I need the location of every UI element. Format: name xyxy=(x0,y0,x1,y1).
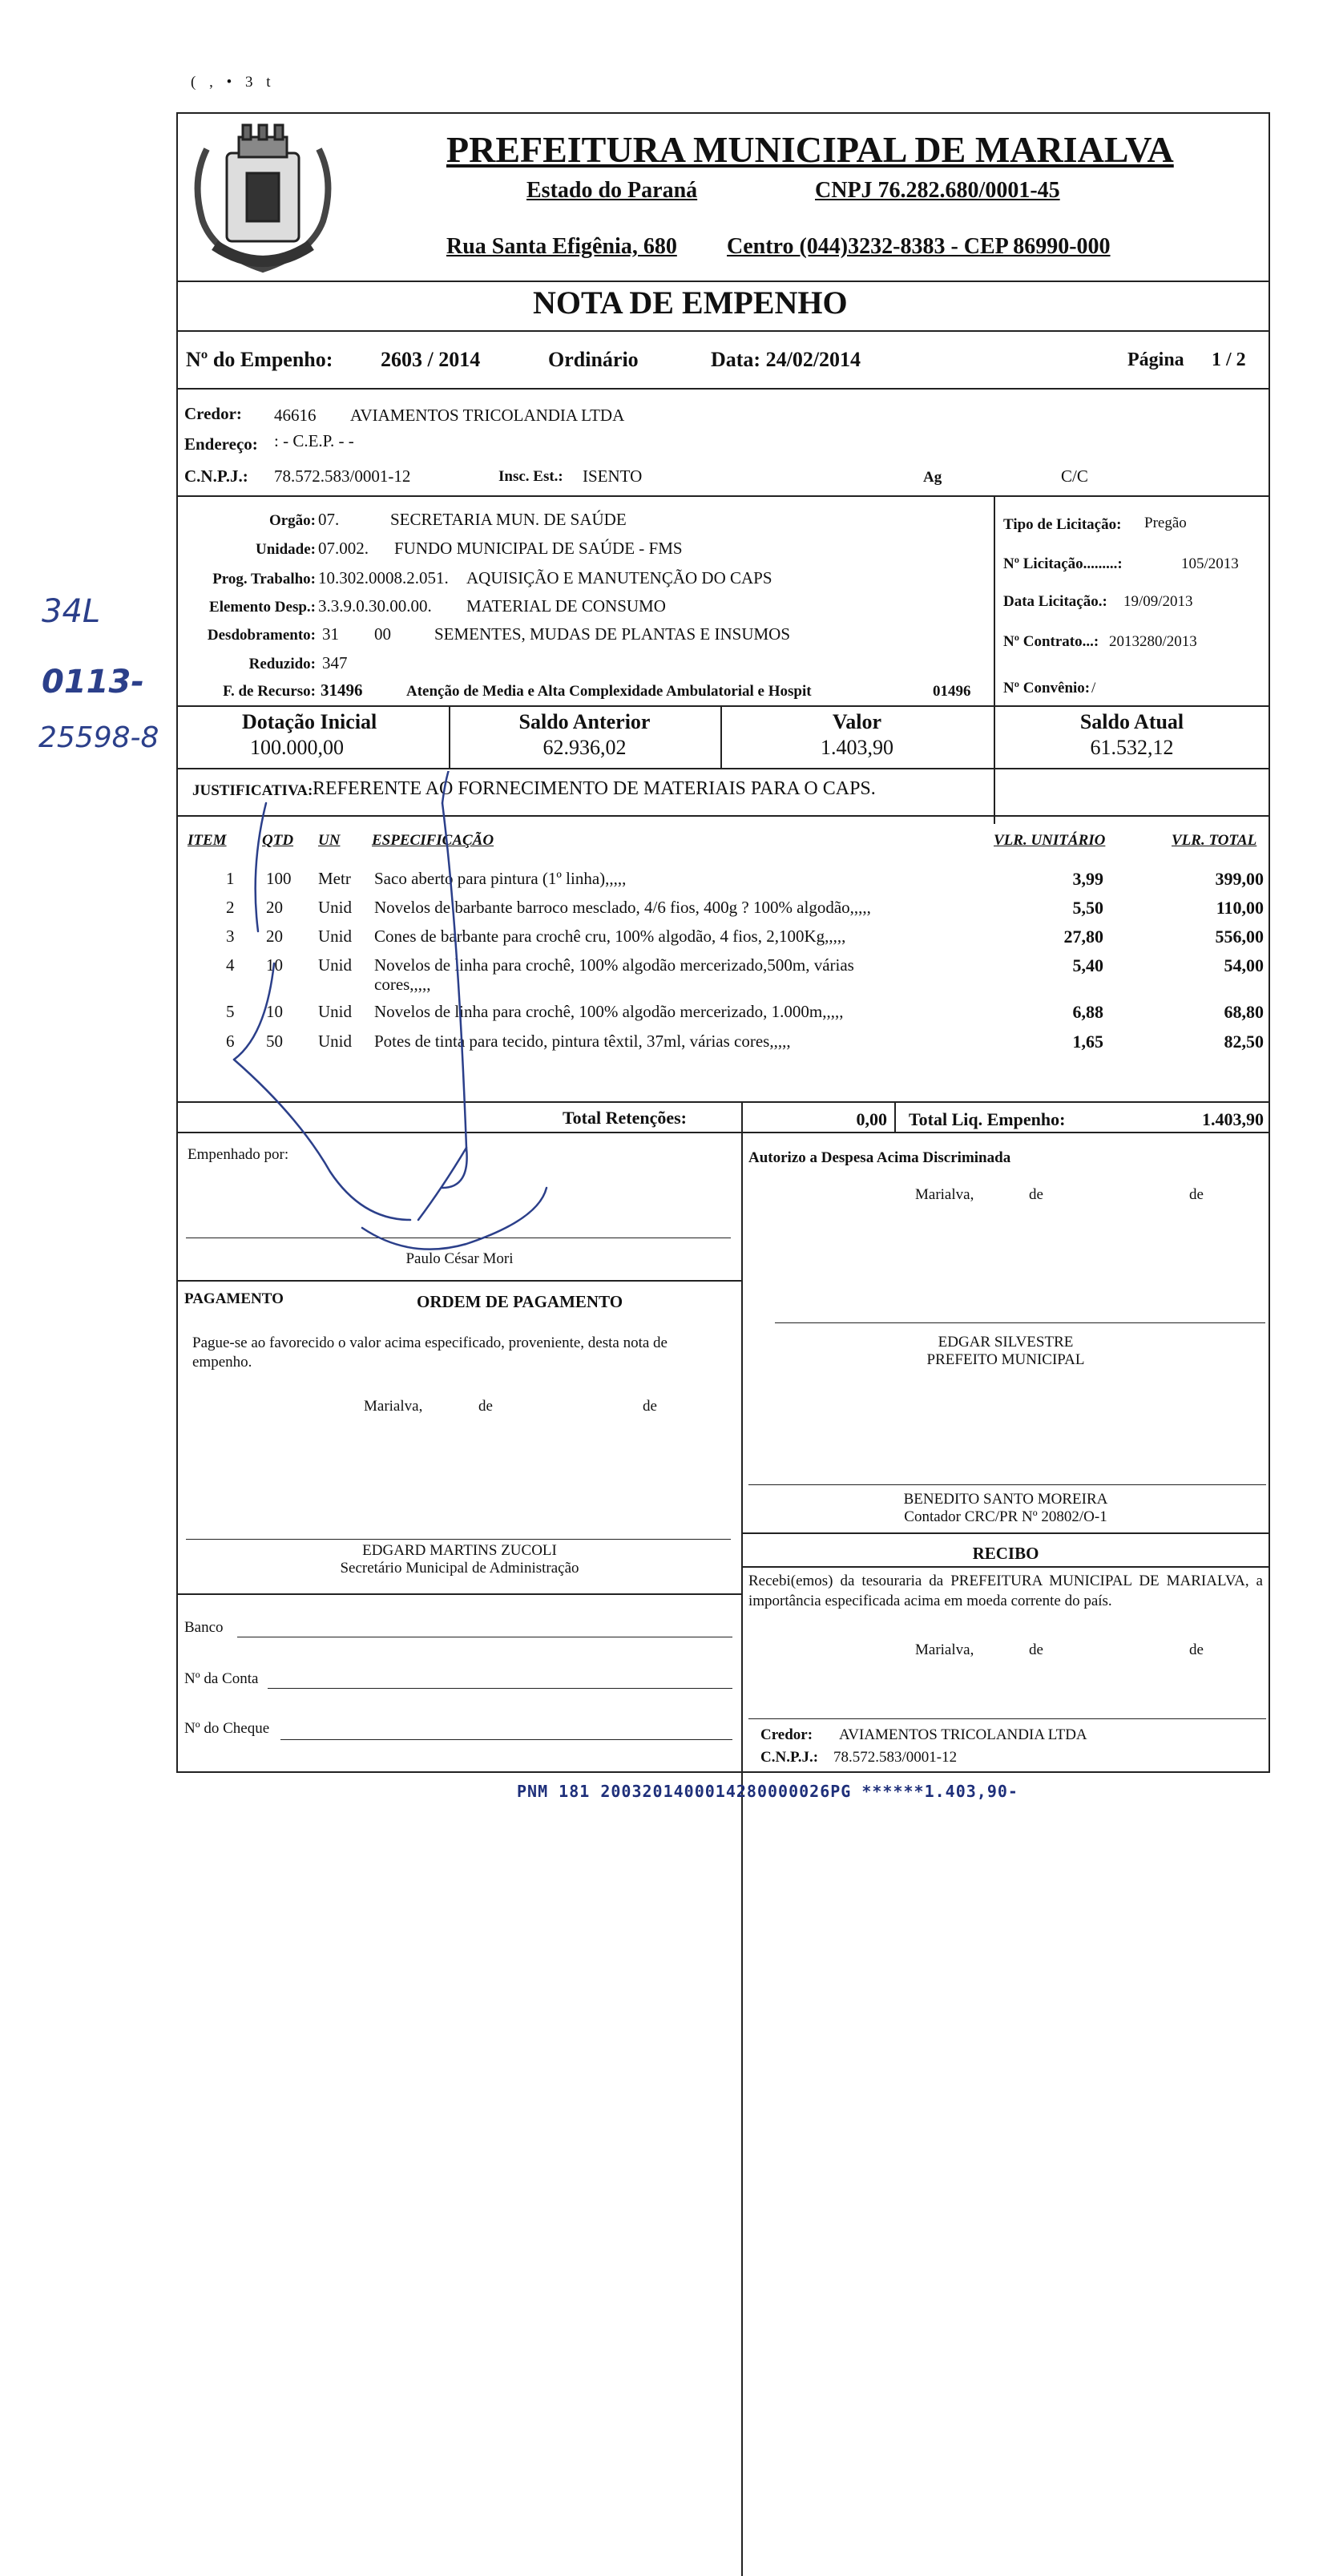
item-total: 68,80 xyxy=(1224,1002,1264,1022)
col-qtd: QTD xyxy=(262,832,294,849)
item-un: Unid xyxy=(318,1002,352,1021)
convenio-value: / xyxy=(1091,680,1096,696)
page-number: 1 / 2 xyxy=(1212,349,1246,370)
ordem-pagamento-label: ORDEM DE PAGAMENTO xyxy=(417,1292,623,1311)
cheque-label: Nº do Cheque xyxy=(184,1720,270,1737)
autorizo-de-1: de xyxy=(1029,1186,1043,1203)
empenho-number: 2603 / 2014 xyxy=(381,348,481,371)
item-qtd: 10 xyxy=(266,1002,283,1021)
item-espec: Novelos de linha para crochê, 100% algodão mercerizado, 1.000m,,,,, xyxy=(374,1002,844,1021)
saldo-anterior-label: Saldo Anterior xyxy=(518,710,651,733)
recurso-code: 31496 xyxy=(321,680,363,700)
prefeitura-address: Rua Santa Efigênia, 680 xyxy=(446,234,677,259)
prefeitura-cnpj: CNPJ 76.282.680/0001-45 xyxy=(815,178,1060,203)
item-un: Unid xyxy=(318,1032,352,1051)
recibo-credor-label: Credor: xyxy=(760,1726,813,1743)
credor-name: AVIAMENTOS TRICOLANDIA LTDA xyxy=(350,406,625,425)
municipal-crest-icon xyxy=(183,117,343,285)
recibo-place: Marialva, xyxy=(915,1641,974,1658)
item-qtd: 20 xyxy=(266,927,283,946)
data-licitacao-label: Data Licitação.: xyxy=(1003,593,1107,610)
item-unit: 5,40 xyxy=(1072,955,1103,975)
conta-label: Nº da Conta xyxy=(184,1670,259,1687)
desdobramento-code-2: 00 xyxy=(374,624,391,644)
valor-label: Valor xyxy=(832,710,882,733)
num-licitacao-label: Nº Licitação.........: xyxy=(1003,555,1123,572)
col-item: ITEM xyxy=(188,832,227,849)
unidade-name: FUNDO MUNICIPAL DE SAÚDE - FMS xyxy=(394,539,683,558)
total-retencoes-value: 0,00 xyxy=(856,1109,887,1129)
item-qtd: 20 xyxy=(266,898,283,917)
contador-name: BENEDITO SANTO MOREIRA xyxy=(903,1491,1108,1508)
recibo-de-2: de xyxy=(1189,1641,1204,1658)
justificativa-text: REFERENTE AO FORNECIMENTO DE MATERIAIS PARA O CAPS. xyxy=(313,778,876,799)
item-qtd: 50 xyxy=(266,1032,283,1051)
total-retencoes-label: Total Retenções: xyxy=(563,1108,687,1128)
justificativa-label: JUSTIFICATIVA: xyxy=(192,782,313,799)
recurso-name: Atenção de Media e Alta Complexidade Ambulatorial e Hospit xyxy=(406,683,812,700)
handwritten-note-3: 25598-8 xyxy=(38,721,159,754)
prefeito-name: EDGAR SILVESTRE xyxy=(938,1334,1074,1351)
pagamento-label: PAGAMENTO xyxy=(184,1290,284,1307)
col-vlr-total: VLR. TOTAL xyxy=(1172,832,1257,849)
item-unit: 3,99 xyxy=(1072,869,1103,889)
recibo-text: Recebi(emos) da tesouraria da PREFEITURA MUNICIPAL DE MARIALVA, a importância especificada acima em moeda corrente do país. xyxy=(748,1573,1263,1609)
dotacao-inicial-value: 100.000,00 xyxy=(250,736,344,759)
empenho-label: Nº do Empenho: xyxy=(186,348,333,371)
desdobramento-code-1: 31 xyxy=(322,624,339,644)
secretario-role: Secretário Municipal de Administração xyxy=(340,1560,579,1577)
item-unit: 6,88 xyxy=(1072,1002,1103,1022)
item-espec: Novelos de linha para crochê, 100% algodão mercerizado,500m, várias xyxy=(374,955,854,975)
item-espec: Novelos de barbante barroco mesclado, 4/6 fios, 400g ? 100% algodão,,,,, xyxy=(374,898,871,917)
prog-label: Prog. Trabalho: xyxy=(212,571,316,587)
item-espec: Cones de barbante para crochê cru, 100% algodão, 4 fios, 2,100Kg,,,,, xyxy=(374,927,846,946)
tipo-licitacao-value: Pregão xyxy=(1144,515,1187,531)
recurso-code-2: 01496 xyxy=(933,683,971,700)
top-marks: ( , • 3 t xyxy=(191,74,276,91)
item-espec-continued: cores,,,,, xyxy=(374,975,431,994)
prog-code: 10.302.0008.2.051. xyxy=(318,568,449,587)
recurso-label: F. de Recurso: xyxy=(223,683,316,700)
item-unit: 1,65 xyxy=(1072,1032,1103,1052)
item-unit: 27,80 xyxy=(1063,927,1103,947)
empenho-type: Ordinário xyxy=(548,348,639,371)
footer-code: PNM 181 2003201400014280000026PG ******1.403,90- xyxy=(517,1782,1018,1801)
item-espec: Potes de tinta para tecido, pintura têxtil, 37ml, várias cores,,,,, xyxy=(374,1032,791,1051)
item-qtd: 10 xyxy=(266,955,283,975)
item-total: 399,00 xyxy=(1215,869,1264,889)
prefeitura-contact: Centro (044)3232-8383 - CEP 86990-000 xyxy=(727,234,1111,259)
item-un: Metr xyxy=(318,869,351,888)
elemento-label: Elemento Desp.: xyxy=(209,599,316,616)
handwritten-note-2: 0113- xyxy=(42,664,144,701)
item-number: 5 xyxy=(226,1002,235,1021)
dotacao-inicial-label: Dotação Inicial xyxy=(242,710,377,733)
orgao-code: 07. xyxy=(318,510,340,529)
contrato-value: 2013280/2013 xyxy=(1109,633,1197,650)
saldo-atual-label: Saldo Atual xyxy=(1079,710,1184,733)
col-vlr-unitario: VLR. UNITÁRIO xyxy=(994,832,1106,849)
col-un: UN xyxy=(318,832,341,849)
item-number: 1 xyxy=(226,869,235,888)
ag-label: Ag xyxy=(923,469,942,486)
credor-label: Credor: xyxy=(184,404,242,423)
total-liquido-value: 1.403,90 xyxy=(1202,1109,1264,1129)
item-qtd: 100 xyxy=(266,869,292,888)
recibo-credor-name: AVIAMENTOS TRICOLANDIA LTDA xyxy=(839,1726,1087,1743)
handwritten-note-1: 34L xyxy=(42,593,101,630)
item-unit: 5,50 xyxy=(1072,898,1103,918)
pagamento-de-2: de xyxy=(643,1398,657,1415)
reduzido-label: Reduzido: xyxy=(248,656,316,672)
recibo-cnpj: 78.572.583/0001-12 xyxy=(833,1749,958,1766)
item-number: 6 xyxy=(226,1032,235,1051)
prefeito-role: PREFEITO MUNICIPAL xyxy=(926,1351,1085,1368)
address-label: Endereço: xyxy=(184,434,258,454)
doc-title: NOTA DE EMPENHO xyxy=(533,285,848,321)
item-number: 3 xyxy=(226,927,235,946)
empenhado-label: Empenhado por: xyxy=(188,1146,289,1163)
autorizo-de-2: de xyxy=(1189,1186,1204,1203)
secretario-name: EDGARD MARTINS ZUCOLI xyxy=(362,1542,557,1559)
cc-label: C/C xyxy=(1061,466,1088,486)
elemento-code: 3.3.9.0.30.00.00. xyxy=(318,596,432,616)
recibo-de-1: de xyxy=(1029,1641,1043,1658)
empenho-date: Data: 24/02/2014 xyxy=(711,348,861,371)
contador-role: Contador CRC/PR Nº 20802/O-1 xyxy=(904,1508,1107,1525)
prefeitura-title: PREFEITURA MUNICIPAL DE MARIALVA xyxy=(446,129,1174,170)
pagamento-de-1: de xyxy=(478,1398,493,1415)
nota-de-empenho-document xyxy=(176,112,1270,1773)
credor-cnpj: 78.572.583/0001-12 xyxy=(274,466,411,486)
saldo-anterior-value: 62.936,02 xyxy=(542,736,627,759)
pagamento-place: Marialva, xyxy=(364,1398,423,1415)
pagamento-text: Pague-se ao favorecido o valor acima especificado, proveniente, desta nota de empenho. xyxy=(192,1334,668,1371)
insc-label: Insc. Est.: xyxy=(498,468,563,485)
page-label: Página xyxy=(1127,349,1184,370)
valor-value: 1.403,90 xyxy=(821,736,893,759)
col-especificacao: ESPECIFICAÇÃO xyxy=(372,832,494,849)
autorizo-place: Marialva, xyxy=(915,1186,974,1203)
reduzido-value: 347 xyxy=(322,653,348,672)
item-total: 556,00 xyxy=(1215,927,1264,947)
empenhado-name: Paulo César Mori xyxy=(405,1250,514,1267)
item-un: Unid xyxy=(318,927,352,946)
num-licitacao-value: 105/2013 xyxy=(1181,555,1239,572)
item-number: 2 xyxy=(226,898,235,917)
state-name: Estado do Paraná xyxy=(526,178,698,203)
credor-address: : - C.E.P. - - xyxy=(274,431,354,450)
recibo-label: RECIBO xyxy=(972,1544,1039,1563)
autorizo-label: Autorizo a Despesa Acima Discriminada xyxy=(748,1149,1011,1166)
item-espec: Saco aberto para pintura (1º linha),,,,, xyxy=(374,869,627,888)
item-un: Unid xyxy=(318,898,352,917)
insc-value: ISENTO xyxy=(583,466,643,486)
desdobramento-label: Desdobramento: xyxy=(207,627,316,644)
orgao-name: SECRETARIA MUN. DE SAÚDE xyxy=(390,510,627,529)
data-licitacao-value: 19/09/2013 xyxy=(1123,593,1193,610)
item-total: 54,00 xyxy=(1224,955,1264,975)
credor-cnpj-label: C.N.P.J.: xyxy=(184,466,248,486)
convenio-label: Nº Convênio: xyxy=(1003,680,1091,696)
recibo-cnpj-label: C.N.P.J.: xyxy=(760,1749,819,1766)
item-un: Unid xyxy=(318,955,352,975)
desdobramento-name: SEMENTES, MUDAS DE PLANTAS E INSUMOS xyxy=(434,624,791,644)
unidade-label: Unidade: xyxy=(256,541,316,558)
orgao-label: Orgão: xyxy=(268,512,316,529)
contrato-label: Nº Contrato...: xyxy=(1003,633,1099,650)
item-total: 82,50 xyxy=(1224,1032,1264,1052)
item-number: 4 xyxy=(226,955,235,975)
banco-label: Banco xyxy=(184,1619,224,1636)
saldo-atual-value: 61.532,12 xyxy=(1090,736,1174,759)
unidade-code: 07.002. xyxy=(318,539,369,558)
tipo-licitacao-label: Tipo de Licitação: xyxy=(1003,516,1122,533)
credor-code: 46616 xyxy=(274,406,317,425)
prog-name: AQUISIÇÃO E MANUTENÇÃO DO CAPS xyxy=(466,568,772,587)
item-total: 110,00 xyxy=(1216,898,1264,918)
total-liquido-label: Total Liq. Empenho: xyxy=(909,1109,1066,1129)
handwritten-signature-icon xyxy=(202,771,651,1300)
elemento-name: MATERIAL DE CONSUMO xyxy=(466,596,666,616)
